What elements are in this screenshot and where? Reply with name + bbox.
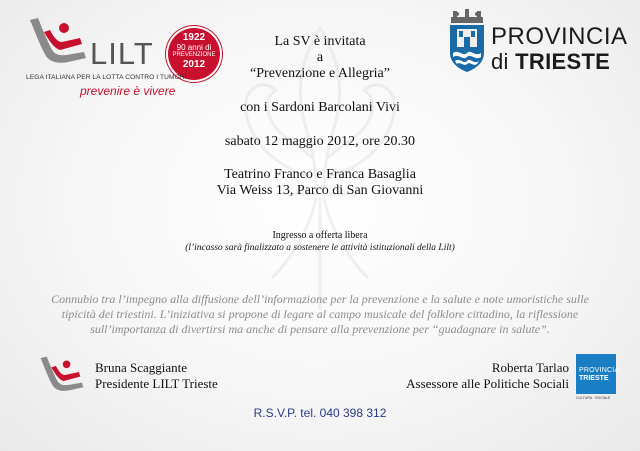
signatory-name-left: Bruna Scaggiante [95,360,188,375]
provincia-prefix: di [491,49,509,74]
event-date: sabato 12 maggio 2012, ore 20.30 [224,134,416,149]
seal-word: PREVENZIONE [172,52,216,58]
entry-info: Ingresso a offerta libera [272,230,368,241]
guests-line: con i Sardoni Barcolani Vivi [240,100,400,115]
lilt-caption: LEGA ITALIANA PER LA LOTTA CONTRO I TUMORI [26,74,187,81]
venue-address: Via Weiss 13, Parco di San Giovanni [216,183,424,198]
venue-name: Teatrino Franco e Franca Basaglia [224,167,416,182]
signature-left [95,360,218,392]
signatory-role-left: Presidente LILT Trieste [95,376,218,391]
badge-subtext: CULTURA · SOCIALE [576,396,611,400]
provincia-city-name: TRIESTE [515,49,611,74]
connector-line: a [316,50,324,65]
provincia-badge [576,354,620,394]
lilt-slogan: prevenire è vivere [80,84,176,98]
event-title: “Prevenzione e Allegria” [250,66,390,81]
event-description: Connubio tra l’impegno alla diffusione dell’informazione per la prevenzione e la salute e note umoristiche sulle tipicità dei triestini. L’iniziativa si propone di legare al campo musicale del folklore cittadino, la riflessione sull’importanza di divertirsi ma anche di pensare alla prevenzione per “guadagnare in salute”. [51,292,589,336]
signatory-role-right: Assessore alle Politiche Sociali [406,376,569,391]
entry-note: (l’incasso sarà finalizzato a sostenere le attività istituzionali della Lilt) [185,243,455,253]
rsvp-line: R.S.V.P. tel. 040 398 312 [253,406,387,420]
badge-line1: PROVINCIA [579,367,620,374]
signatory-name-right: Roberta Tarlao [491,360,569,375]
seal-year-start: 1922 [182,32,206,43]
lilt-figure-icon [36,352,88,398]
provincia-wordmark: PROVINCIA [491,23,628,50]
badge-line2: TRIESTE [579,375,609,382]
lilt-wordmark: LILT [90,36,154,71]
signature-right [406,360,569,392]
invited-line: La SV è invitata [274,34,366,49]
seal-anniversary: 90 anni di [176,43,212,52]
seal-year-end: 2012 [182,59,206,70]
